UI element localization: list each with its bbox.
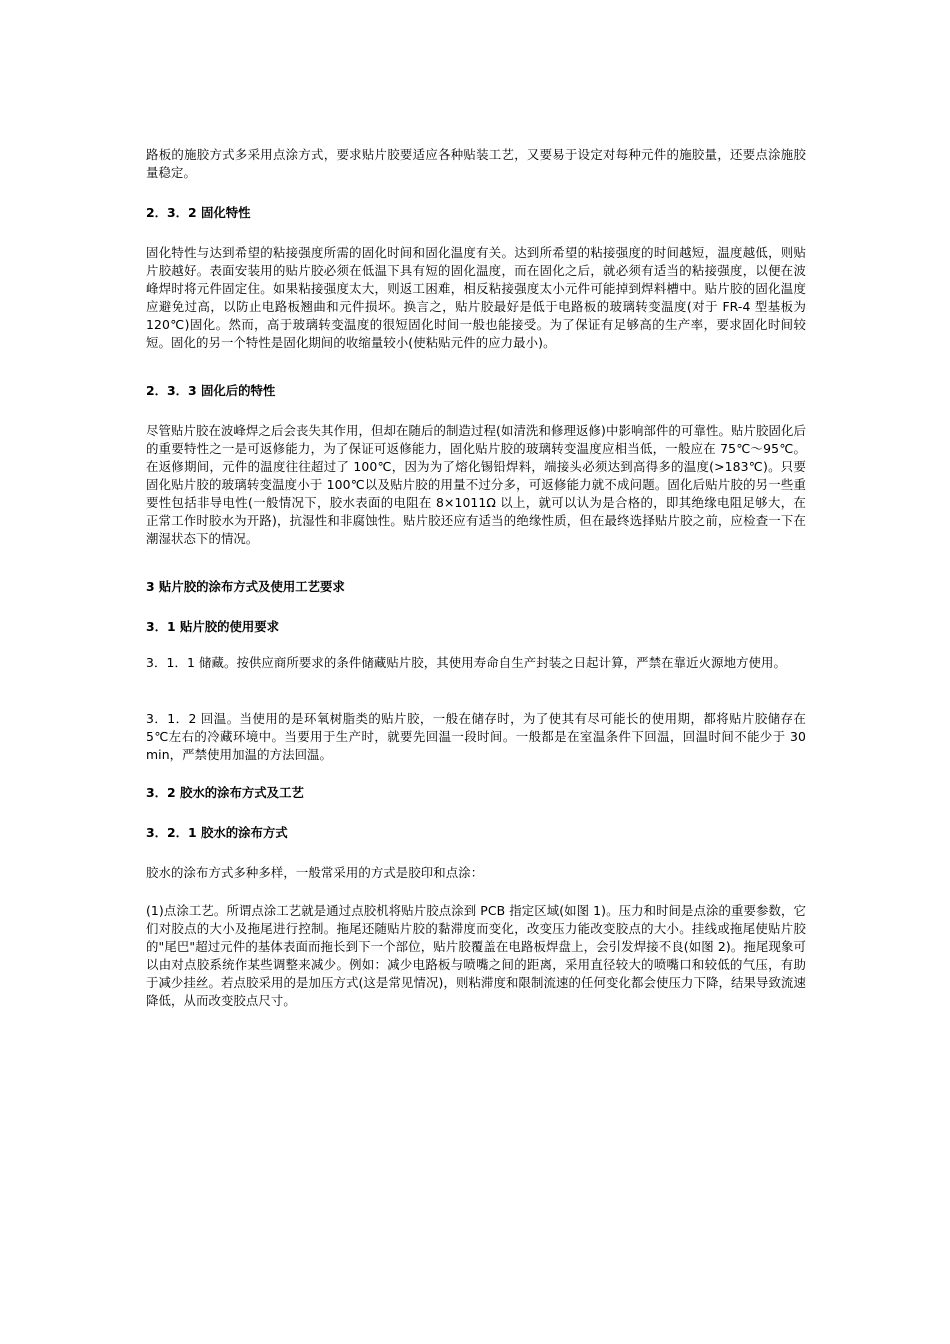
paragraph-dispensing-process: (1)点涂工艺。所谓点涂工艺就是通过点胶机将贴片胶点涂到 PCB 指定区域(如图 1)。压力和时间是点涂的重要参数，它们对胶点的大小及拖尾进行控制。拖尾还随贴片胶的黏滞度而变化，改变压力能改变胶点的大小。挂线或拖尾使贴片胶的"尾巴"超过元件的基体表面而拖长到下一个部位，贴片胶覆盖在电路板焊盘上，会引发焊接不良(如图 2)。拖尾现象可以由对点胶系统作某些调整来减少。例如：减少电路板与喷嘴之间的距离，采用直径较大的喷嘴口和较低的气压，有助于减少挂丝。若点胶采用的是加压方式(这是常见情况)，则粘滞度和限制流速的任何变化都会使压力下降，结果导致流速降低，从而改变胶点尺寸。 bbox=[146, 903, 806, 1008]
heading-3-2-1: 3．2．1 胶水的涂布方式 bbox=[146, 825, 288, 840]
heading-2-3-3: 2．3．3 固化后的特性 bbox=[146, 383, 276, 398]
heading-3-2: 3．2 胶水的涂布方式及工艺 bbox=[146, 785, 304, 800]
heading-2-3-2: 2．3．2 固化特性 bbox=[146, 205, 251, 220]
paragraph-curing-properties: 固化特性与达到希望的粘接强度所需的固化时间和固化温度有关。达到所希望的粘接强度的时间越短，温度越低，则贴片胶越好。表面安装用的贴片胶必须在低温下具有短的固化温度，而在固化之后，就必须有适当的粘接强度，以便在波峰焊时将元件固定住。如果粘接强度太大，则返工困难，相反粘接强度太小元件可能掉到焊料槽中。贴片胶的固化温度应避免过高，以防止电路板翘曲和元件损坏。换言之，贴片胶最好是低于电路板的玻璃转变温度(对于 FR-4 型基板为 120℃)固化。然而，高于玻璃转变温度的很短固化时间一般也能接受。为了保证有足够高的生产率，要求固化时间较短。固化的另一个特性是固化期间的收缩量较小(使粘贴元件的应力最小)。 bbox=[146, 245, 806, 350]
paragraph-coating-methods: 胶水的涂布方式多种多样，一般常采用的方式是胶印和点涂： bbox=[146, 865, 484, 880]
paragraph-intro: 路板的施胶方式多采用点涂方式，要求贴片胶要适应各种贴装工艺，又要易于设定对每种元件的施胶量，还要点涂施胶量稳定。 bbox=[146, 147, 806, 180]
heading-3: 3 贴片胶的涂布方式及使用工艺要求 bbox=[146, 579, 345, 594]
paragraph-storage: 3．1．1 储藏。按供应商所要求的条件储藏贴片胶，其使用寿命自生产封装之日起计算，严禁在靠近火源地方使用。 bbox=[146, 655, 787, 670]
paragraph-rewarming: 3．1．2 回温。当使用的是环氧树脂类的贴片胶，一般在储存时，为了使其有尽可能长的使用期，都将贴片胶储存在 5℃左右的冷藏环境中。当要用于生产时，就要先回温一段时间。一般都是在室温条件下回温，回温时间不能少于 30 min，严禁使用加温的方法回温。 bbox=[146, 711, 806, 762]
paragraph-post-cure-properties: 尽管贴片胶在波峰焊之后会丧失其作用，但却在随后的制造过程(如清洗和修理返修)中影响部件的可靠性。贴片胶固化后的重要特性之一是可返修能力，为了保证可返修能力，固化贴片胶的玻璃转变温度应相当低，一般应在 75℃～95℃。在返修期间，元件的温度往往超过了 100℃，因为为了熔化锡铅焊料，端接头必须达到高得多的温度(>183℃)。只要固化贴片胶的玻璃转变温度小于 100℃以及贴片胶的用量不过分多，可返修能力就不成问题。固化后贴片胶的另一些重要性包括非导电性(一般情况下，胶水表面的电阻在 8×1011Ω 以上，就可以认为是合格的，即其绝缘电阻足够大，在正常工作时胶水为开路)，抗湿性和非腐蚀性。贴片胶还应有适当的绝缘性质，但在最终选择贴片胶之前，应检查一下在潮湿状态下的情况。 bbox=[146, 423, 806, 546]
heading-3-1: 3．1 贴片胶的使用要求 bbox=[146, 619, 280, 634]
